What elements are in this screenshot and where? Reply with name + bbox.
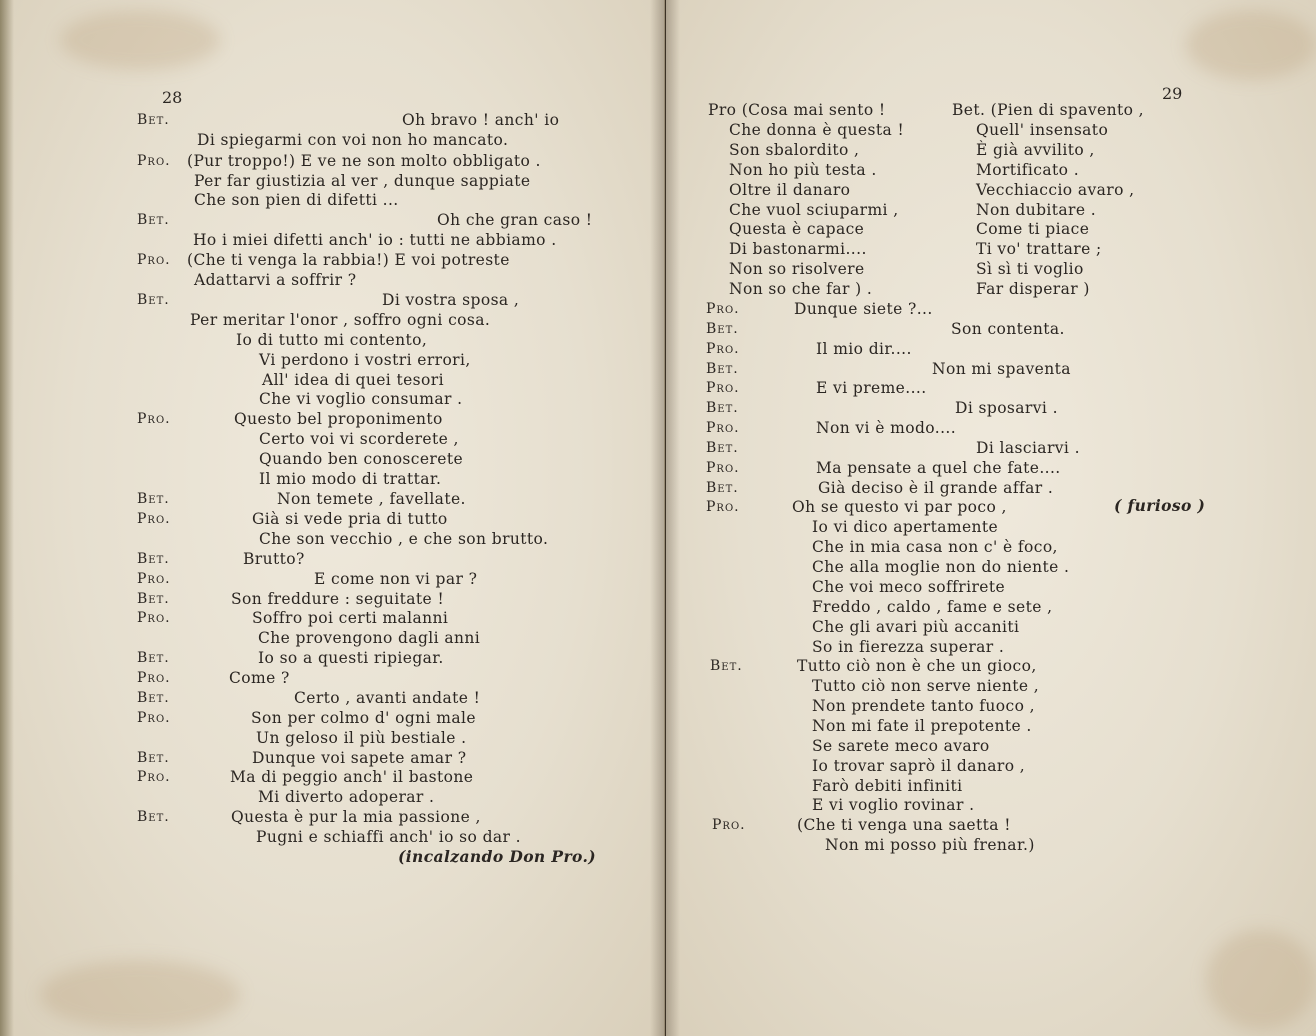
duet-head-left: Pro (Cosa mai sento !: [708, 101, 886, 119]
verse-line: Come ?: [229, 669, 290, 687]
verse-line: Non mi spaventa: [932, 360, 1071, 378]
duet-right-line: Far disperar ): [976, 280, 1090, 298]
page-number: 28: [162, 88, 183, 107]
verse-line: Io so a questi ripiegar.: [258, 649, 444, 667]
speaker-label: Bet.: [137, 650, 170, 666]
verse-line: Già deciso è il grande affar .: [818, 479, 1054, 497]
duet-right-line: Ti vo' trattare ;: [976, 240, 1102, 258]
verse-line: Quando ben conoscerete: [259, 450, 464, 468]
verse-line: Per meritar l'onor , soffro ogni cosa.: [190, 311, 491, 329]
duet-head-right: Bet. (Pien di spavento ,: [952, 101, 1145, 119]
page-edge: [0, 0, 14, 1036]
speaker-label: Pro.: [137, 153, 171, 169]
verse-line: (Pur troppo!) E ve ne son molto obbligato .: [187, 152, 541, 170]
verse-line: Dunque voi sapete amar ?: [252, 749, 467, 767]
verse-line: E vi voglio rovinar .: [812, 796, 975, 814]
verse-line: Son freddure : seguitate !: [231, 590, 445, 608]
speaker-label: Pro.: [137, 670, 171, 686]
verse-line: Freddo , caldo , fame e sete ,: [812, 598, 1053, 616]
paper-stain: [40, 960, 240, 1030]
duet-left-line: Di bastonarmi....: [729, 240, 867, 258]
verse-line: Per far giustizia al ver , dunque sappiate: [194, 172, 531, 190]
verse-line: Un geloso il più bestiale .: [256, 729, 467, 747]
verse-line: E come non vi par ?: [314, 570, 478, 588]
duet-left-line: Non so risolvere: [729, 260, 865, 278]
duet-right-line: Quell' insensato: [976, 121, 1109, 139]
verse-line: Tutto ciò non è che un gioco,: [797, 657, 1037, 675]
verse-line: Il mio modo di trattar.: [259, 470, 442, 488]
speaker-label: Bet.: [706, 361, 739, 377]
speaker-label: Bet.: [137, 551, 170, 567]
verse-line: Tutto ciò non serve niente ,: [812, 677, 1040, 695]
verse-line: (Che ti venga una saetta !: [797, 816, 1011, 834]
verse-line: Dunque siete ?...: [794, 300, 933, 318]
verse-line: Oh bravo ! anch' io: [402, 111, 560, 129]
stage-direction: ( furioso ): [1114, 496, 1206, 515]
verse-line: Non vi è modo....: [816, 419, 957, 437]
verse-line: Ho i miei difetti anch' io : tutti ne abbiamo .: [193, 231, 557, 249]
verse-line: Questa è pur la mia passione ,: [231, 808, 481, 826]
verse-line: So in fierezza superar .: [812, 638, 1005, 656]
speaker-label: Bet.: [706, 440, 739, 456]
verse-line: Di vostra sposa ,: [382, 291, 520, 309]
speaker-label: Bet.: [137, 809, 170, 825]
speaker-label: Bet.: [137, 690, 170, 706]
verse-line: Non mi posso più frenar.): [825, 836, 1035, 854]
verse-line: (Che ti venga la rabbia!) E voi potreste: [187, 251, 510, 269]
duet-right-line: È già avvilito ,: [976, 141, 1095, 159]
duet-left-line: Non ho più testa .: [729, 161, 877, 179]
speaker-label: Pro.: [137, 252, 171, 268]
duet-left-line: Oltre il danaro: [729, 181, 851, 199]
verse-line: Se sarete meco avaro: [812, 737, 990, 755]
verse-line: Adattarvi a soffrir ?: [194, 271, 357, 289]
paper-stain: [60, 10, 220, 70]
verse-line: Che voi meco soffrirete: [812, 578, 1006, 596]
speaker-label: Bet.: [137, 112, 170, 128]
verse-line: Che gli avari più accaniti: [812, 618, 1020, 636]
verse-line: Oh che gran caso !: [437, 211, 593, 229]
duet-right-line: Mortificato .: [976, 161, 1080, 179]
speaker-label: Pro.: [706, 341, 740, 357]
paper-stain: [1186, 10, 1316, 80]
speaker-label: Bet.: [137, 591, 170, 607]
speaker-label: Pro.: [706, 301, 740, 317]
verse-line: Io vi dico apertamente: [812, 518, 999, 536]
verse-line: Di sposarvi .: [955, 399, 1058, 417]
verse-line: Ma pensate a quel che fate....: [816, 459, 1061, 477]
verse-line: Non temete , favellate.: [277, 490, 466, 508]
speaker-label: Pro.: [137, 511, 171, 527]
speaker-label: Bet.: [706, 321, 739, 337]
verse-line: Soffro poi certi malanni: [252, 609, 449, 627]
speaker-label: Pro.: [137, 710, 171, 726]
speaker-label: Pro.: [137, 610, 171, 626]
verse-line: Io trovar saprò il danaro ,: [812, 757, 1026, 775]
duet-left-line: Questa è capace: [729, 220, 865, 238]
speaker-label: Bet.: [706, 480, 739, 496]
speaker-label: Pro.: [137, 571, 171, 587]
verse-line: Che son vecchio , e che son brutto.: [259, 530, 549, 548]
verse-line: E vi preme....: [816, 379, 927, 397]
stage-direction: (incalzando Don Pro.): [398, 847, 597, 866]
speaker-label: Pro.: [137, 769, 171, 785]
verse-line: Che son pien di difetti ...: [194, 191, 399, 209]
page-number: 29: [1162, 84, 1183, 103]
verse-line: Non mi fate il prepotente .: [812, 717, 1032, 735]
verse-line: All' idea di quei tesori: [262, 371, 444, 389]
verse-line: Il mio dir....: [816, 340, 912, 358]
speaker-label: Bet.: [137, 491, 170, 507]
verse-line: Che provengono dagli anni: [258, 629, 481, 647]
verse-line: Che in mia casa non c' è foco,: [812, 538, 1058, 556]
duet-left-line: Che vuol sciuparmi ,: [729, 201, 899, 219]
speaker-label: Bet.: [710, 658, 743, 674]
speaker-label: Pro.: [706, 460, 740, 476]
speaker-label: Bet.: [137, 750, 170, 766]
verse-line: Mi diverto adoperar .: [258, 788, 435, 806]
verse-line: Di spiegarmi con voi non ho mancato.: [197, 131, 509, 149]
speaker-label: Bet.: [137, 292, 170, 308]
duet-right-line: Vecchiaccio avaro ,: [976, 181, 1135, 199]
speaker-label: Pro.: [706, 420, 740, 436]
verse-line: Certo , avanti andate !: [294, 689, 481, 707]
verse-line: Già si vede pria di tutto: [252, 510, 448, 528]
verse-line: Che vi voglio consumar .: [259, 390, 463, 408]
duet-left-line: Non so che far ) .: [729, 280, 873, 298]
right-page: [666, 0, 1316, 1036]
verse-line: Brutto?: [243, 550, 305, 568]
verse-line: Vi perdono i vostri errori,: [259, 351, 471, 369]
speaker-label: Pro.: [137, 411, 171, 427]
verse-line: Questo bel proponimento: [234, 410, 443, 428]
duet-left-line: Che donna è questa !: [729, 121, 905, 139]
verse-line: Son contenta.: [951, 320, 1065, 338]
verse-line: Son per colmo d' ogni male: [251, 709, 476, 727]
verse-line: Oh se questo vi par poco ,: [792, 498, 1007, 516]
duet-left-line: Son sbalordito ,: [729, 141, 860, 159]
verse-line: Io di tutto mi contento,: [236, 331, 428, 349]
speaker-label: Bet.: [706, 400, 739, 416]
duet-right-line: Non dubitare .: [976, 201, 1097, 219]
speaker-label: Pro.: [706, 499, 740, 515]
verse-line: Certo voi vi scorderete ,: [259, 430, 459, 448]
verse-line: Non prendete tanto fuoco ,: [812, 697, 1035, 715]
verse-line: Farò debiti infiniti: [812, 777, 963, 795]
verse-line: Che alla moglie non do niente .: [812, 558, 1070, 576]
speaker-label: Bet.: [137, 212, 170, 228]
verse-line: Di lasciarvi .: [976, 439, 1080, 457]
duet-right-line: Sì sì ti voglio: [976, 260, 1084, 278]
speaker-label: Pro.: [706, 380, 740, 396]
paper-stain: [1206, 930, 1316, 1030]
speaker-label: Pro.: [712, 817, 746, 833]
duet-right-line: Come ti piace: [976, 220, 1090, 238]
verse-line: Ma di peggio anch' il bastone: [230, 768, 474, 786]
verse-line: Pugni e schiaffi anch' io so dar .: [256, 828, 522, 846]
